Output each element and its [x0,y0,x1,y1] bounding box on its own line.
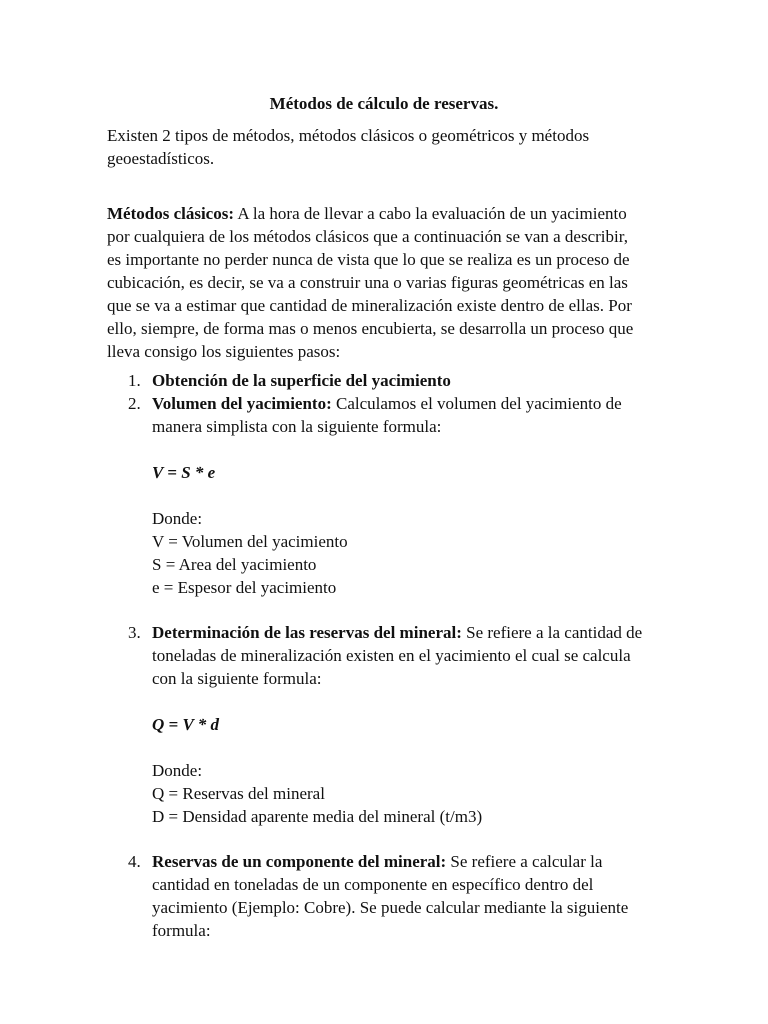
step-number: 1. [128,371,141,390]
step-first-line: Se refiere a calcular la [446,852,603,871]
donde-label: Donde: [152,761,203,780]
intro-line: geoestadísticos. [107,149,215,168]
document-title: Métodos de cálculo de reservas. [269,94,499,113]
classic-line: por cualquiera de los métodos clásicos que a continuación se van a describir, [107,227,628,246]
definition-line: Q = Reservas del mineral [152,784,325,803]
definition-line: D = Densidad aparente media del mineral (t/m3) [152,807,483,826]
donde-label: Donde: [152,509,203,528]
reserves-formula: Q = V * d [152,715,219,734]
step-line: cantidad en toneladas de un componente en específico dentro del [152,875,594,894]
classic-line: lleva consigo los siguientes pasos: [107,342,341,361]
step-line: yacimiento (Ejemplo: Cobre). Se puede calcular mediante la siguiente [152,898,629,917]
classic-line: ello, siempre, de forma mas o menos encubierta, se desarrolla un proceso que [107,319,634,338]
list-item [0,392,768,621]
classic-methods-paragraph [107,202,667,363]
definition-line: e = Espesor del yacimiento [152,578,337,597]
definition-line: S = Area del yacimiento [152,555,317,574]
step-line: manera simplista con la siguiente formula: [152,417,442,436]
step-heading: Volumen del yacimiento: [152,394,332,413]
classic-line: es importante no perder nunca de vista que lo que se realiza es un proceso de [107,250,630,269]
step-heading: Obtención de la superficie del yacimiento [152,371,451,390]
steps-list [0,369,768,942]
classic-line: cubicación, es decir, se va a construir una o varias figuras geométricas en las [107,273,628,292]
step-number: 3. [128,623,141,642]
step-heading: Determinación de las reservas del mineral: [152,623,462,642]
intro-paragraph [107,124,667,170]
step-number: 2. [128,394,141,413]
classic-methods-heading: Métodos clásicos: [107,204,235,223]
step-line: toneladas de mineralización existen en el yacimiento el cual se calcula [152,646,631,665]
step-line: con la siguiente formula: [152,669,322,688]
step-line: formula: [152,921,211,940]
classic-first-line: A la hora de llevar a cabo la evaluación de un yacimiento [234,204,627,223]
intro-line: Existen 2 tipos de métodos, métodos clásicos o geométricos y métodos [107,126,590,145]
volume-formula: V = S * e [152,463,216,482]
list-item [0,621,768,850]
classic-line: que se va a estimar que cantidad de mineralización existe dentro de ellas. Por [107,296,632,315]
step-number: 4. [128,852,141,871]
list-item [0,850,768,942]
step-heading: Reservas de un componente del mineral: [152,852,447,871]
step-first-line: Se refiere a la cantidad de [461,623,643,642]
step-first-line: Calculamos el volumen del yacimiento de [331,394,622,413]
list-item [0,369,768,392]
definition-line: V = Volumen del yacimiento [152,532,348,551]
